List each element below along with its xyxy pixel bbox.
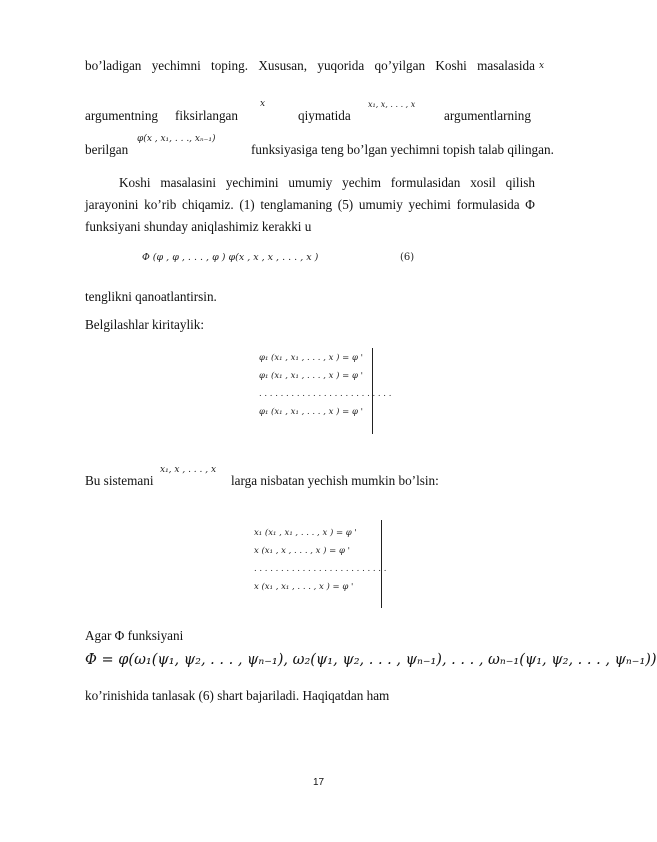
big-formula: Φ = φ(ω₁(ψ₁, ψ₂, . . . , ψₙ₋₁), ω₂(ψ₁, ψ₂, . . . , ψₙ₋₁), . . . , ωₙ₋₁(ψ₁, ψ₂, . . . , ψₙ₋₁)) [85,652,657,668]
system-1-dots: . . . . . . . . . . . . . . . . . . . . . . . . . [259,389,392,399]
bu-sistema-rest: larga nisbatan yechish mumkin bo’lsin: [231,473,439,488]
word: tenglamaning [260,197,333,212]
inline-math-xn0: x [260,99,266,109]
system-2-eq: x (x₁ , x , . . . , x ) = φ ' [254,546,350,556]
inline-math-xn: x [539,61,545,71]
p2-line1 [119,174,535,191]
word: Xususan, [258,58,308,73]
word: yechimini [225,175,279,190]
word: qilish [505,175,535,190]
word: (1) [239,197,255,212]
p2-line3: funksiyani shunday aniqlashimiz kerakki u [85,219,312,234]
word: ko’rib [144,197,177,212]
word: yechimni [151,58,201,73]
p1-line3-rest: funksiyasiga teng bo’lgan yechimni topish talab qilingan. [251,142,554,157]
page-number: 17 [313,777,325,788]
word: xosil [470,175,496,190]
system-2-dots: . . . . . . . . . . . . . . . . . . . . . . . . . [254,564,387,574]
word: umumiy [288,175,333,190]
system-2 [254,524,387,596]
word: yechimi [408,197,451,212]
word: formulasidan [390,175,461,190]
p2-line2 [85,196,535,213]
word: chiqamiz. [182,197,234,212]
word: masalasida [477,58,535,73]
word: Φ [525,197,535,212]
word: bo’ladigan [85,58,142,73]
word: Koshi [119,175,151,190]
bu-sistema-start: Bu sistemani [85,473,154,488]
system-1-eq: φ₁ (x₁ , x₁ , . . . , x ) = φ ' [259,353,363,363]
p1-line2-a [85,107,158,124]
word: argumentning [85,108,159,123]
belgilash-line: Belgilashlar kiritaylik: [85,317,205,332]
p1-line2-d: argumentlarning [444,108,531,123]
p1-line1 [85,57,535,74]
word: toping. [211,58,249,73]
p1-line3-start: berilgan [85,142,129,157]
word: yuqorida [317,58,365,73]
system-1-bracket [372,348,375,434]
word: qo’yilgan [374,58,426,73]
system-2-eq: x₁ (x₁ , x₁ , . . . , x ) = φ ' [254,528,357,538]
word: fiksirlangan [175,108,238,123]
last-line: ko’rinishida tanlasak (6) shart bajariladi. Haqiqatdan ham [85,688,390,703]
inline-math-phi: φ(x , x₁, . . ., xₙ₋₁) [137,134,216,144]
equation-6: Φ (φ , φ , . . . , φ ) φ(x , x , x , . . . , x ) [142,252,319,263]
p1-line2-b [175,107,238,124]
inline-math-x-list2: x₁, x , . . . , x [160,465,217,475]
system-2-bracket [381,520,384,608]
word: formulasida [456,197,520,212]
p1-line2-c: qiymatida [298,108,351,123]
word: umumiy [358,197,403,212]
word: yechim [342,175,381,190]
system-1-eq: φ₁ (x₁ , x₁ , . . . , x ) = φ ' [259,371,363,381]
system-1 [259,349,392,421]
word: masalasini [160,175,216,190]
word: jarayonini [85,197,139,212]
equation-6-label: (6) [400,252,415,263]
inline-math-x-list: x₁, x, . . . , x [368,100,416,109]
agar-line: Agar Φ funksiyani [85,628,184,643]
system-1-eq: φ₁ (x₁ , x₁ , . . . , x ) = φ ' [259,407,363,417]
tenglik-line: tenglikni qanoatlantirsin. [85,289,217,304]
word: Koshi [435,58,467,73]
word: (5) [337,197,354,212]
system-2-eq: x (x₁ , x₁ , . . . , x ) = φ ' [254,582,354,592]
